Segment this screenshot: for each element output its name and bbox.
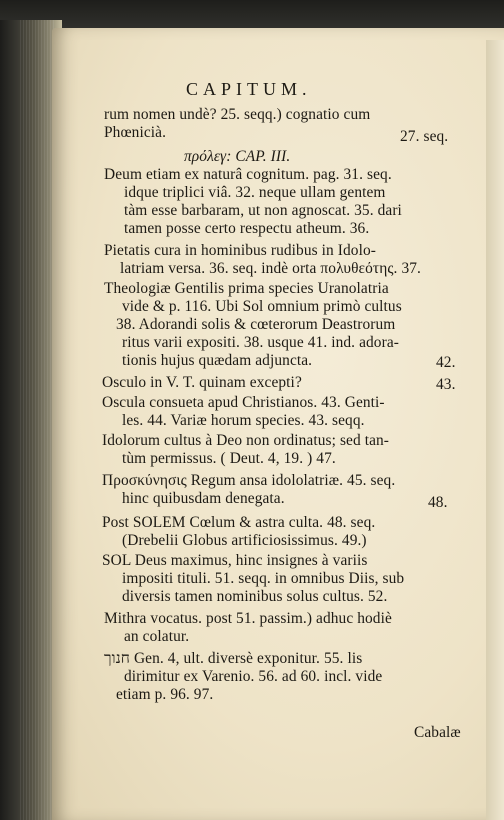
text-line: les. 44. Variæ horum species. 43. seqq. [122, 412, 365, 429]
text-line: Theologiæ Gentilis prima species Uranolatria [104, 280, 389, 297]
catchword: Cabalæ [414, 724, 461, 741]
text-line: חנוך Gen. 4, ult. diversè exponitur. 55. lis [104, 650, 363, 667]
running-head: CAPITUM. [186, 79, 312, 99]
text-line: impositi tituli. 51. seqq. in omnibus Diis, sub [122, 570, 405, 587]
text-line: 38. Adorandi solis & cœterorum Deastrorum [116, 316, 396, 333]
text-line: Idolorum cultus à Deo non ordinatus; sed tan- [102, 432, 390, 449]
text-line: Osculo in V. T. quinam excepti? [102, 374, 302, 391]
text-line: etiam p. 96. 97. [116, 686, 214, 703]
text-line: SOL Deus maximus, hinc insignes à variis [102, 552, 368, 569]
text-line: Post SOLEM Cœlum & astra culta. 48. seq. [102, 514, 376, 531]
text-line: vide & p. 116. Ubi Sol omnium primò cultus [122, 298, 402, 315]
text-line: idque triplici viâ. 32. neque ullam gentem [124, 184, 386, 201]
section-heading: πρόλεγ: CAP. III. [184, 148, 291, 165]
text-line: hinc quibusdam denegata. [122, 490, 285, 507]
text-line: latriam versa. 36. seq. indè orta πολυθεότης. 37. [120, 260, 421, 277]
text-line: Phœnicià. [104, 124, 167, 141]
page-ref: 42. [436, 354, 456, 371]
text-line: tionis hujus quædam adjuncta. [122, 352, 313, 369]
text-line: Προσκύνησις Regum ansa idololatriæ. 45. seq. [102, 472, 396, 489]
text-line: Pietatis cura in hominibus rudibus in Idolo- [104, 242, 376, 259]
text-line: an colatur. [124, 628, 190, 645]
page-ref: 27. seq. [400, 128, 449, 145]
text-line: ritus varii expositi. 38. usque 41. ind. adora- [122, 334, 399, 351]
text-line: tamen posse certo respectu atheum. 36. [124, 220, 370, 237]
text-line: tàm esse barbaram, ut non agnoscat. 35. dari [124, 202, 402, 219]
text-line: tùm permissus. ( Deut. 4, 19. ) 47. [122, 450, 336, 467]
page-ref: 48. [428, 494, 448, 511]
text-line: (Drebelii Globus artificiosissimus. 49.) [122, 532, 367, 549]
text-line: Deum etiam ex naturâ cognitum. pag. 31. seq. [104, 166, 392, 183]
text-line: diversis tamen nominibus solus cultus. 52. [122, 588, 388, 605]
text-line: dirimitur ex Varenio. 56. ad 60. incl. vide [124, 668, 383, 685]
text-line: rum nomen undè? 25. seqq.) cognatio cum [104, 106, 371, 123]
text-line: Mithra vocatus. post 51. passim.) adhuc hodiè [104, 610, 392, 627]
page-ref: 43. [436, 376, 456, 393]
right-page-edge [486, 40, 504, 820]
text-line: Oscula consueta apud Christianos. 43. Genti- [102, 394, 385, 411]
